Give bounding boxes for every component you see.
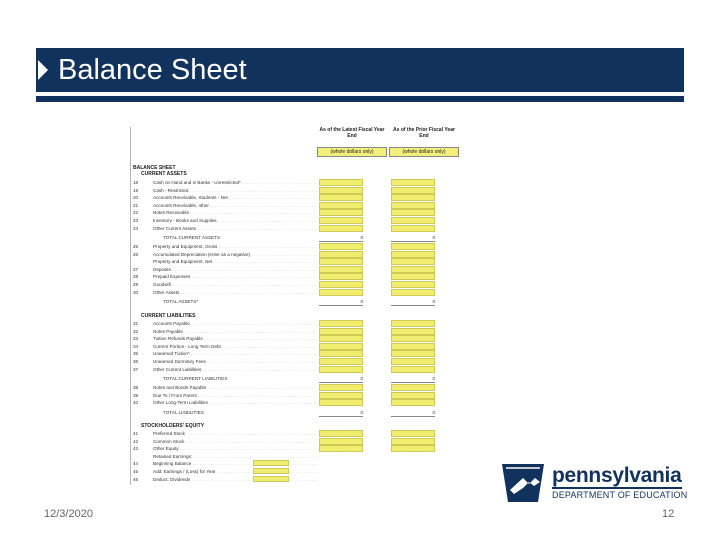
sheet-row [133, 399, 439, 406]
input-cell[interactable] [391, 266, 435, 273]
sheet-row [133, 358, 439, 365]
row-number: 31 [133, 321, 139, 326]
row-number: 42 [133, 438, 139, 444]
row-number: 18 [133, 180, 139, 185]
row-number: 45 [133, 469, 139, 474]
input-cell[interactable] [391, 392, 435, 399]
sheet-row [133, 335, 439, 342]
input-cell[interactable] [391, 273, 435, 280]
sheet-row [133, 438, 439, 445]
input-cell[interactable] [319, 399, 363, 406]
input-cell[interactable] [391, 328, 435, 335]
sheet-row [133, 281, 439, 288]
input-cell[interactable] [319, 251, 363, 258]
input-cell[interactable] [319, 438, 363, 445]
sheet-row [133, 258, 439, 265]
input-cell[interactable] [319, 243, 363, 250]
row-number: 27 [133, 266, 139, 272]
column-header-prior: As of the Prior Fiscal Year End (whole dollars only) [389, 127, 459, 157]
row-label: Other Long-Term Liabilities . . . [153, 399, 317, 406]
input-cell[interactable] [319, 194, 363, 201]
sheet-row [133, 217, 439, 224]
slide-number: 12 [662, 508, 675, 520]
input-cell[interactable] [319, 328, 363, 335]
row-number: 23 [133, 218, 139, 223]
input-cell[interactable] [319, 217, 363, 224]
row-number: 44 [133, 461, 139, 467]
input-cell[interactable] [319, 187, 363, 194]
row-number: 30 [133, 289, 139, 295]
row-number: 35 [133, 351, 139, 357]
row-label: Add: Earnings / (Loss) for Year . . . [153, 468, 317, 475]
row-label: Other Equity . . . [153, 445, 317, 452]
row-label: Goodwill . . . [153, 281, 317, 288]
row-label: Other Current Assets . . . [153, 225, 317, 232]
sheet-row [133, 460, 439, 467]
row-label: Notes Payable . . . [153, 328, 317, 335]
row-number: 19 [133, 187, 139, 193]
row-number: 38 [133, 385, 139, 390]
sheet-row [133, 468, 439, 475]
input-cell[interactable] [391, 258, 435, 265]
input-cell[interactable] [319, 281, 363, 288]
row-number: 39 [133, 392, 139, 398]
row-label: Cash on Hand and in Banks - Unrestricted* . . . [153, 179, 317, 186]
sheet-row [133, 366, 439, 373]
title-rule [36, 96, 684, 102]
keystone-icon [498, 462, 548, 504]
input-cell[interactable] [319, 445, 363, 452]
row-label: Cash - Restricted . . . [153, 187, 317, 194]
section-equity: STOCKHOLDERS' EQUITY [141, 423, 205, 429]
input-cell[interactable] [319, 266, 363, 273]
input-cell[interactable] [391, 281, 435, 288]
input-cell[interactable] [391, 243, 435, 250]
input-cell[interactable] [253, 460, 289, 466]
row-label: Other Current Liabilities . . . [153, 366, 317, 373]
input-cell[interactable] [391, 225, 435, 232]
input-cell[interactable] [391, 320, 435, 327]
row-number: 37 [133, 366, 139, 372]
logo-department: DEPARTMENT OF EDUCATION [552, 490, 688, 500]
input-cell[interactable] [319, 320, 363, 327]
input-cell[interactable] [319, 209, 363, 216]
sheet-row [133, 476, 439, 483]
row-number: 24 [133, 225, 139, 231]
slide-title: Balance Sheet [58, 54, 247, 86]
total-assets-row: TOTAL ASSETS* 0 0 [163, 299, 435, 304]
sheet-row [133, 209, 439, 216]
row-label: Accounts Receivable, Students - Net . . . [153, 194, 317, 201]
row-label: Current Portion - Long Term Debt . . . [153, 343, 317, 350]
input-cell[interactable] [253, 468, 289, 474]
input-cell[interactable] [319, 366, 363, 373]
sheet-row [133, 350, 439, 357]
input-cell[interactable] [391, 445, 435, 452]
sheet-row [133, 320, 439, 327]
row-number: 33 [133, 336, 139, 342]
input-cell[interactable] [391, 384, 435, 391]
input-cell[interactable] [391, 350, 435, 357]
sheet-row [133, 328, 439, 335]
row-number: 40 [133, 400, 139, 406]
sheet-row [133, 194, 439, 201]
row-label: Notes Receivable . . . [153, 209, 317, 216]
section-current-liabilities: CURRENT LIABILITIES [141, 313, 196, 319]
input-cell[interactable] [319, 179, 363, 186]
input-cell[interactable] [391, 343, 435, 350]
input-cell[interactable] [319, 430, 363, 437]
sheet-row [133, 187, 439, 194]
sheet-row [133, 392, 439, 399]
input-cell[interactable] [319, 289, 363, 296]
input-cell[interactable] [319, 335, 363, 342]
row-label: Tuition Refunds Payable . . . [153, 335, 317, 342]
logo-rule [552, 487, 682, 489]
balance-sheet-image [130, 127, 455, 485]
input-cell[interactable] [391, 251, 435, 258]
input-cell[interactable] [319, 202, 363, 209]
row-label: Due To / From Parent . . . [153, 392, 317, 399]
row-number: 26 [133, 251, 139, 257]
input-cell[interactable] [391, 335, 435, 342]
row-label: Retained Earnings: . . . [153, 453, 317, 460]
sheet-row [133, 289, 439, 296]
sheet-heading: BALANCE SHEET [133, 165, 176, 171]
total-current-assets-row: TOTAL CURRENT ASSETS 0 0 [163, 235, 435, 240]
input-cell[interactable] [391, 179, 435, 186]
row-label: Other Assets . . . [153, 289, 317, 296]
total-liabilities-row: TOTAL LIABILITIES 0 0 [163, 410, 435, 415]
input-cell[interactable] [391, 438, 435, 445]
row-number: 21 [133, 202, 139, 208]
row-label: Prepaid Expenses . . . [153, 273, 317, 280]
sheet-row [133, 343, 439, 350]
row-label: Unearned Tuition* . . . [153, 350, 317, 357]
input-cell[interactable] [391, 217, 435, 224]
row-number: 28 [133, 274, 139, 280]
row-label: Property and Equipment, Net . . . [153, 258, 317, 265]
row-number: 22 [133, 210, 139, 216]
input-cell[interactable] [391, 366, 435, 373]
row-label: Deposits . . . [153, 266, 317, 273]
sheet-row [133, 179, 439, 186]
total-current-liabilities-row: TOTAL CURRENT LIABILITIES 0 0 [163, 376, 435, 381]
row-label: Accounts Receivable, other . . . [153, 202, 317, 209]
sheet-row [133, 202, 439, 209]
row-number: 46 [133, 476, 139, 482]
row-label: Property and Equipment, Gross . . . [153, 243, 317, 250]
row-number: 34 [133, 343, 139, 349]
logo-name: pennsylvania [552, 464, 682, 487]
row-number: 29 [133, 282, 139, 287]
sheet-row [133, 251, 439, 258]
input-cell[interactable] [391, 399, 435, 406]
input-cell[interactable] [391, 202, 435, 209]
input-cell[interactable] [391, 358, 435, 365]
input-cell[interactable] [253, 476, 289, 482]
input-cell[interactable] [319, 384, 363, 391]
row-label: Inventory - Books and Supplies . . . [153, 217, 317, 224]
row-label: Deduct: Dividends . . . [153, 476, 317, 483]
input-cell[interactable] [319, 358, 363, 365]
row-number: 36 [133, 359, 139, 364]
sheet-row [133, 453, 439, 460]
sheet-row [133, 243, 439, 250]
input-cell[interactable] [319, 225, 363, 232]
row-number: 32 [133, 328, 139, 334]
sheet-row [133, 273, 439, 280]
sheet-row [133, 266, 439, 273]
input-cell[interactable] [319, 343, 363, 350]
sheet-row [133, 384, 439, 391]
row-label: Notes and Bonds Payable . . . [153, 384, 317, 391]
slide-date: 12/3/2020 [44, 508, 93, 520]
column-header-latest: As of the Latest Fiscal Year End (whole dollars only) [317, 127, 387, 157]
input-cell[interactable] [391, 187, 435, 194]
section-current-assets: CURRENT ASSETS [141, 171, 187, 177]
row-label: Beginning Balance . . . [153, 460, 317, 467]
input-cell[interactable] [391, 430, 435, 437]
row-label: Unearned Dormitory Fees . . . [153, 358, 317, 365]
input-cell[interactable] [391, 194, 435, 201]
sheet-row [133, 430, 439, 437]
input-cell[interactable] [319, 350, 363, 357]
sheet-row [133, 225, 439, 232]
row-number: 41 [133, 431, 139, 436]
row-label: Accounts Payable . . . [153, 320, 317, 327]
input-cell[interactable] [391, 289, 435, 296]
arrow-icon [38, 60, 48, 80]
row-number: 43 [133, 446, 139, 452]
row-label: Common Stock . . . [153, 438, 317, 445]
input-cell[interactable] [319, 258, 363, 265]
input-cell[interactable] [319, 273, 363, 280]
input-cell[interactable] [319, 392, 363, 399]
input-cell[interactable] [391, 209, 435, 216]
row-label: Preferred Stock . . . [153, 430, 317, 437]
row-number: 25 [133, 244, 139, 249]
sheet-row [133, 445, 439, 452]
row-label: Accumulated Depreciation (enter as a negative) . . . [153, 251, 317, 258]
row-number: 20 [133, 195, 139, 201]
